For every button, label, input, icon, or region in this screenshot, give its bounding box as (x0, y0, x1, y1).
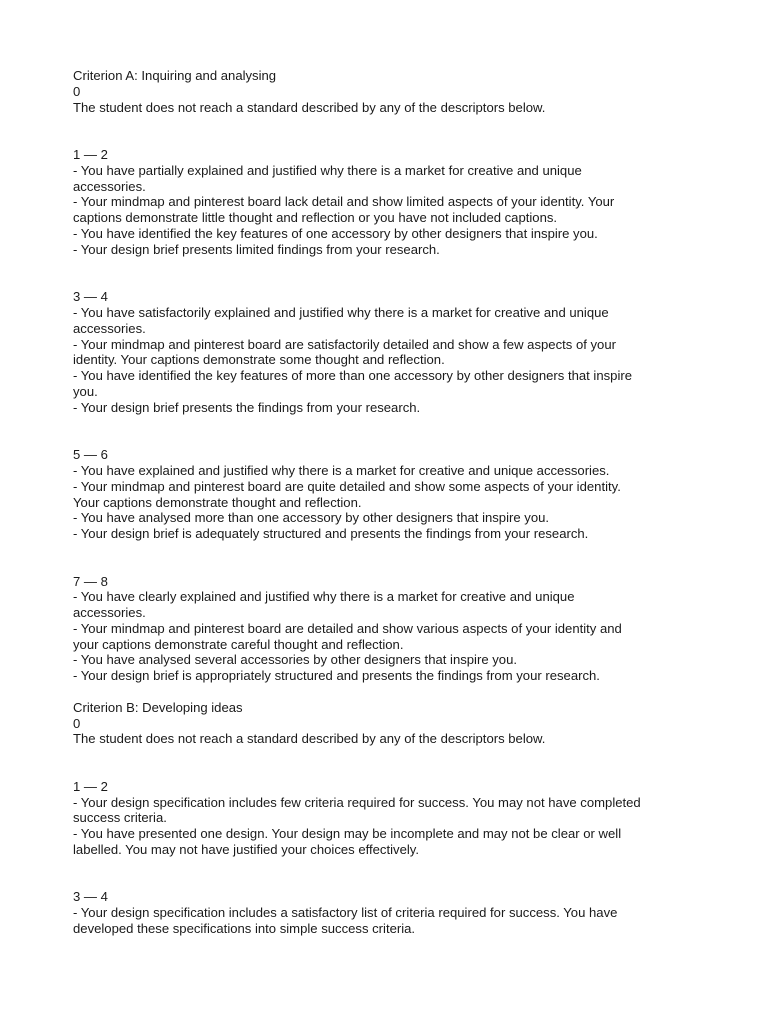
criterion-a-band-descriptor-line: - Your mindmap and pinterest board are quite detailed and show some aspects of your identity. (73, 478, 621, 494)
criterion-b-band-descriptor-line: - You have presented one design. Your design may be incomplete and may not be clear or well (73, 826, 622, 842)
criterion-a-band-descriptor-line: - Your mindmap and pinterest board lack detail and show limited aspects of your identity. Your (73, 194, 615, 210)
criterion-a-band-descriptor-line: accessories. (73, 320, 146, 336)
criterion-a-band-descriptor-line: accessories. (73, 605, 146, 621)
criterion-a-band-score: 7 — 8 (73, 573, 108, 589)
criterion-a-band-descriptor-line: - You have identified the key features of one accessory by other designers that inspire you. (73, 225, 598, 241)
criterion-b-title: Criterion B: Developing ideas (73, 699, 243, 715)
criterion-b-band-descriptor-line: - Your design specification includes a satisfactory list of criteria required for success. You have (73, 905, 618, 921)
criterion-a-band-descriptor-line: - You have satisfactorily explained and justified why there is a market for creative and unique (73, 304, 609, 320)
criterion-a-band-descriptor-line: your captions demonstrate careful thought and reflection. (73, 636, 404, 652)
criterion-b-band-descriptor-line: labelled. You may not have justified your choices effectively. (73, 842, 419, 858)
criterion-b-band-descriptor-line: developed these specifications into simple success criteria. (73, 921, 416, 937)
criterion-a-band-score: 5 — 6 (73, 447, 108, 463)
criterion-a-band-descriptor-line: - You have analysed several accessories by other designers that inspire you. (73, 652, 517, 668)
criterion-b-band-score: 1 — 2 (73, 778, 108, 794)
criterion-a-band-descriptor-line: - Your design brief presents limited findings from your research. (73, 241, 440, 257)
criterion-a-band-descriptor-line: - You have clearly explained and justified why there is a market for creative and unique (73, 589, 575, 605)
criterion-a-band-descriptor-line: Your captions demonstrate thought and reflection. (73, 494, 362, 510)
criterion-a-band-descriptor-line: - Your design brief presents the findings from your research. (73, 399, 421, 415)
criterion-a-band-score: 3 — 4 (73, 289, 108, 305)
criterion-a-band-descriptor-line: - You have analysed more than one accessory by other designers that inspire you. (73, 510, 550, 526)
criterion-b-zero-score: 0 (73, 715, 81, 731)
criterion-a-band-descriptor-line: you. (73, 383, 98, 399)
criterion-a-band-descriptor-line: - You have identified the key features of more than one accessory by other designers that inspire (73, 368, 633, 384)
criterion-b-band-descriptor-line: success criteria. (73, 810, 167, 826)
criterion-a-band-descriptor-line: accessories. (73, 178, 146, 194)
criterion-a-band-descriptor-line: captions demonstrate little thought and reflection or you have not included captions. (73, 210, 558, 226)
criterion-a-band-descriptor-line: - Your design brief is appropriately structured and presents the findings from your research. (73, 668, 600, 684)
criterion-a-band-descriptor-line: - Your mindmap and pinterest board are satisfactorily detailed and show a few aspects of your (73, 336, 616, 352)
criterion-a-zero-text: The student does not reach a standard described by any of the descriptors below. (73, 99, 546, 115)
criterion-a-title: Criterion A: Inquiring and analysing (73, 68, 277, 83)
criterion-a-band-score: 1 — 2 (73, 146, 108, 162)
criterion-b-zero-text: The student does not reach a standard described by any of the descriptors below. (73, 731, 546, 747)
criterion-a-zero-score: 0 (73, 83, 81, 99)
criterion-a-band-descriptor-line: - You have explained and justified why there is a market for creative and unique accessories. (73, 462, 610, 478)
criterion-b-band-score: 3 — 4 (73, 889, 108, 905)
criterion-a-band-descriptor-line: - Your mindmap and pinterest board are detailed and show various aspects of your identity and (73, 620, 622, 636)
criterion-a-band-descriptor-line: - You have partially explained and justified why there is a market for creative and unique (73, 162, 582, 178)
criterion-a-band-descriptor-line: identity. Your captions demonstrate some thought and reflection. (73, 352, 445, 368)
criterion-a-band-descriptor-line: - Your design brief is adequately structured and presents the findings from your research. (73, 526, 589, 542)
criterion-b-band-descriptor-line: - Your design specification includes few criteria required for success. You may not have completed (73, 794, 641, 810)
